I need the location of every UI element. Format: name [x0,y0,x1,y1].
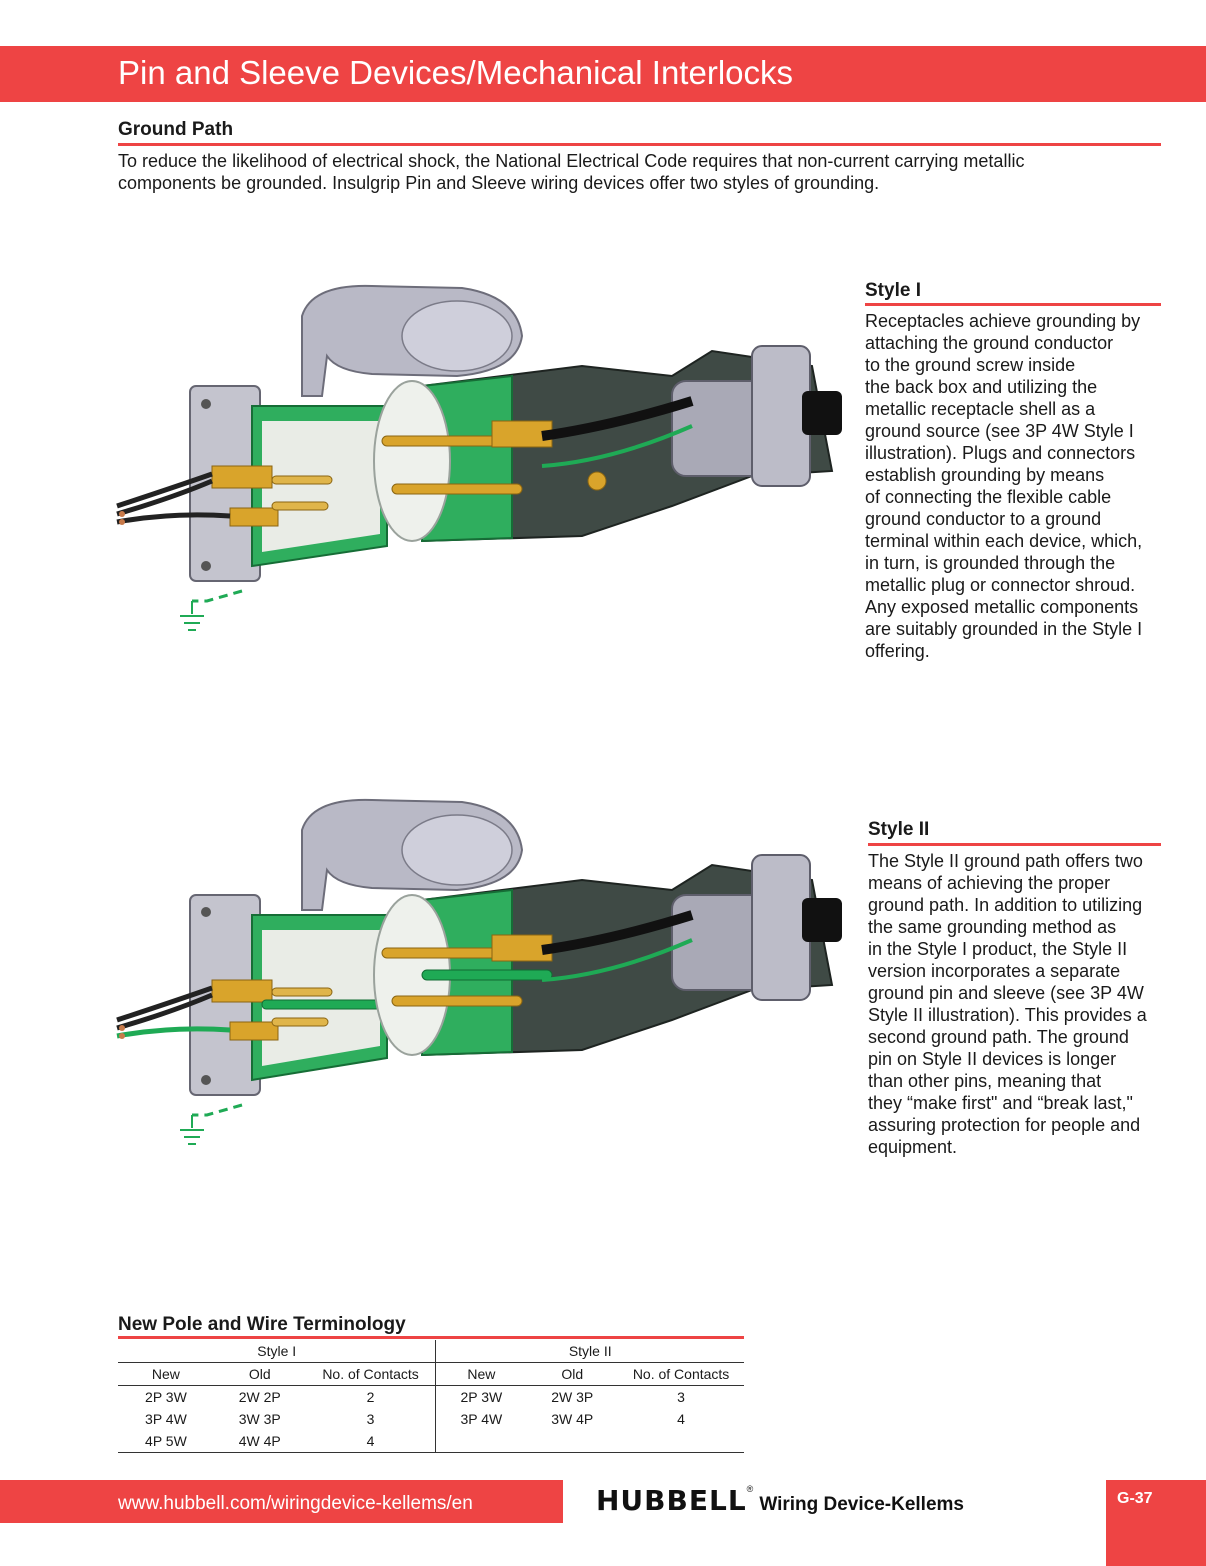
style1-paragraph [865,310,1142,662]
paragraph-line: Any exposed metallic components [865,597,1139,617]
paragraph-line: ground pin and sleeve (see 3P 4W [868,983,1144,1003]
paragraph-line: equipment. [868,1137,958,1157]
paragraph-line: second ground path. The ground [868,1027,1129,1047]
paragraph-line: metallic plug or connector shroud. [865,575,1136,595]
table-cell: 3 [677,1389,685,1405]
page-number: G-37 [1117,1490,1153,1507]
table-cell: 2P 3W [460,1389,503,1405]
table-cell: 3P 4W [460,1411,503,1427]
column-header: New [436,1363,526,1386]
table-cell: 4 [306,1430,436,1453]
table-row [118,1408,744,1430]
ground-path-paragraph [118,150,1024,194]
style2-illustration [112,790,842,1160]
ground-path-heading: Ground Path [118,119,234,140]
paragraph-line: establish grounding by means [865,465,1105,485]
column-header: Old [526,1363,618,1386]
paragraph-line: to the ground screw inside [865,355,1076,375]
page-title: Pin and Sleeve Devices/Mechanical Interlocks [118,54,794,91]
paragraph-line: ground conductor to a ground [865,509,1102,529]
paragraph-line: of connecting the flexible cable [865,487,1112,507]
paragraph-line: in the Style I product, the Style II [868,939,1128,959]
paragraph-line: version incorporates a separate [868,961,1121,981]
terminology-table [118,1340,744,1453]
column-header: No. of Contacts [306,1363,436,1386]
paragraph-line: they “make first" and “break last," [868,1093,1133,1113]
group-style2: Style II [436,1340,744,1363]
style1-heading: Style I [865,280,921,301]
table-group-row [118,1340,744,1363]
paragraph-line: ground path. In addition to utilizing [868,895,1143,915]
terminology-rule [118,1336,744,1339]
ground-path-rule [118,143,1161,146]
table-cell: 3W 4P [551,1411,594,1427]
terminology-heading: New Pole and Wire Terminology [118,1314,406,1335]
column-header: New [118,1363,214,1386]
paragraph-line: assuring protection for people and [868,1115,1141,1135]
table-cell: 3P 4W [145,1411,187,1427]
table-header-row [118,1363,744,1386]
paragraph-line: metallic receptacle shell as a [865,399,1096,419]
paragraph-line: pin on Style II devices is longer [868,1049,1117,1069]
paragraph-line: To reduce the likelihood of electrical shock, the National Electrical Code requires that non-current carrying metallic [118,151,1025,171]
style2-heading: Style II [868,819,930,840]
table-cell: 4W 4P [214,1430,306,1453]
table-cell: 3 [306,1408,436,1430]
brand-name: HUBBELL [596,1484,747,1517]
column-header: No. of Contacts [618,1363,744,1386]
paragraph-line: The Style II ground path offers two [868,851,1143,871]
paragraph-line: means of achieving the proper [868,873,1111,893]
table-cell: 3W 3P [238,1411,281,1427]
paragraph-line: ground source (see 3P 4W Style I [865,421,1134,441]
table-row [118,1386,744,1409]
table-cell: 2W 3P [551,1389,594,1405]
paragraph-line: Style II illustration). This provides a [868,1005,1147,1025]
style2-rule [868,843,1161,846]
paragraph-line: in turn, is grounded through the [865,553,1116,573]
paragraph-line: than other pins, meaning that [868,1071,1102,1091]
table-cell: 4 [677,1411,685,1427]
paragraph-line: components be grounded. Insulgrip Pin and Sleeve wiring devices offer two styles of grounding. [118,173,880,193]
table-cell: 2 [306,1386,436,1409]
table-cell: 2P 3W [145,1389,187,1405]
table-cell [618,1430,744,1453]
registered-mark: ® [746,1484,754,1494]
paragraph-line: the same grounding method as [868,917,1117,937]
paragraph-line: attaching the ground conductor [865,333,1114,353]
brand-logo [596,1484,964,1517]
style2-paragraph [868,850,1147,1158]
paragraph-line: terminal within each device, which, [865,531,1143,551]
table-cell: 2W 2P [238,1389,281,1405]
paragraph-line: illustration). Plugs and connectors [865,443,1136,463]
group-style1: Style I [118,1340,436,1363]
paragraph-line: offering. [865,641,930,661]
brand-division: Wiring Device-Kellems [759,1494,964,1515]
table-cell [436,1430,526,1453]
footer-url-link[interactable]: www.hubbell.com/wiringdevice-kellems/en [118,1493,473,1514]
table-cell: 4P 5W [118,1430,214,1453]
style1-illustration [112,276,842,646]
paragraph-line: are suitably grounded in the Style I [865,619,1143,639]
table-row [118,1430,744,1453]
terminology-table-wrap [118,1340,744,1453]
table-cell [526,1430,618,1453]
column-header: Old [214,1363,306,1386]
paragraph-line: Receptacles achieve grounding by [865,311,1141,331]
paragraph-line: the back box and utilizing the [865,377,1098,397]
style1-rule [865,303,1161,306]
